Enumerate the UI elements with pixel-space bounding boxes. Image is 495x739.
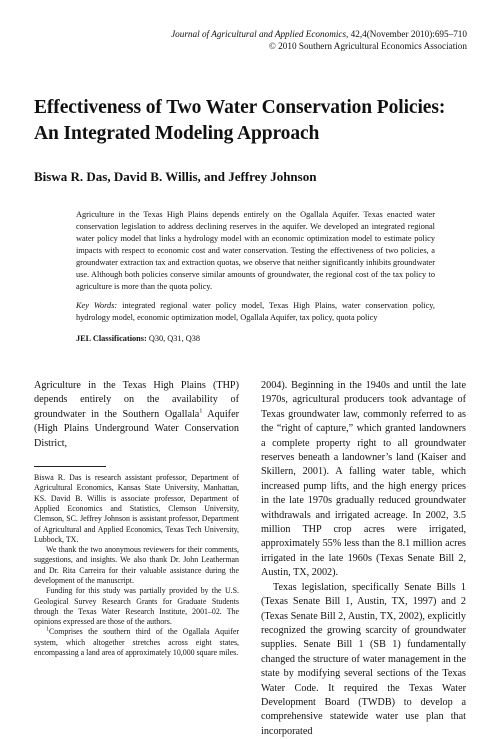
footnote-divider [34, 466, 106, 467]
journal-name: Journal of Agricultural and Applied Economics, [171, 29, 349, 39]
footnote-ref-1: 1 [199, 408, 203, 415]
footnote-thanks: We thank the two anonymous reviewers for their comments, suggestions, and insights. We also thank Dr. John Leatherman and Dr. Rita Carreira for their valuable assistance during the development of the manuscript. [34, 545, 239, 585]
abstract [76, 209, 435, 345]
intro-text-end: Aquifer (High Plains Underground Water Conservation District, [34, 408, 239, 449]
keywords-label: Key Words: [76, 301, 118, 310]
footnotes [34, 473, 239, 658]
paper-authors: Biswa R. Das, David B. Willis, and Jeffrey Johnson [34, 169, 317, 184]
abstract-text: Agriculture in the Texas High Plains depends entirely on the Ogallala Aquifer. Texas enacted water conservation legislation to address declining reserves in the aquifer. We developed an integrated regional water policy model that links a hydrology model with an economic optimization model to estimate policy impacts with respect to economic cost and water conservation. Testing the effectiveness of two policies, a groundwater extraction tax and extraction quotas, we observe that neither significantly inhibits groundwater use. Although both policies conserve similar amounts of groundwater, the regional cost of the tax policy to agriculture is more than the quota policy. [76, 210, 435, 291]
footnote-affiliations: Biswa R. Das is research assistant professor, Department of Agricultural Economics, Kansas State University, Manhattan, KS. David B. Willis is associate professor, Department of Applied Economics and Statistics, Clemson University, Clemson, SC. Jeffrey Johnson is assistant professor, Department of Agricultural and Applied Economics, Texas Tech University, Lubbock, TX. [34, 473, 239, 544]
journal-volume: 42,4(November 2010):695–710 [348, 29, 467, 39]
jel-classifications [76, 333, 435, 345]
footnote-1-text: Comprises the southern third of the Ogallala Aquifer system, which altogether stretches across eight states, encompassing a land area of approximately 10,000 square miles. [34, 627, 239, 658]
journal-header [107, 28, 467, 52]
body-paragraph-1: 2004). Beginning in the 1940s and until the late 1970s, agricultural producers took advantage of Texas groundwater law, commonly referred to as the “right of capture,” which granted landowners a complete property right to all groundwater reserves beneath a landowner’s land (Kaiser and Skillern, 2001). A falling water table, which increased pump lifts, and the high energy prices in the late 1970s gradually reduced groundwater withdrawals and irrigated acreage. In 2002, 3.5 million THP crop acres were irrigated, approximately 55% less than the 8.1 million acres irrigated in the late 1960s (Texas Senate Bill 2, Austin, TX, 2002). [261, 380, 466, 579]
footnote-1-marker: 1 [46, 626, 49, 633]
keywords-text: integrated regional water policy model, Texas High Plains, water conservation policy, hydrology model, economic optimization model, Ogallala Aquifer, tax policy, quota policy [76, 301, 435, 322]
right-column [261, 379, 466, 739]
journal-citation [107, 28, 467, 40]
body-paragraph-2: Texas legislation, specifically Senate Bills 1 (Texas Senate Bill 1, Austin, TX, 1997) and 2 (Texas Senate Bill 2, Austin, TX, 2002), explicitly recognized the growing scarcity of groundwater supplies. Senate Bill 1 (SB 1) fundamentally changed the structure of water management in the state by modifying several sections of the Texas Water Code. It required the Texas Water Development Board (TWDB) to develop a comprehensive statewide water use plan that incorporated [261, 581, 466, 737]
intro-paragraph [34, 379, 239, 451]
jel-codes: Q30, Q31, Q38 [146, 334, 201, 343]
paper-title: Effectiveness of Two Water Conservation Policies: An Integrated Modeling Approach [34, 97, 446, 144]
jel-label: JEL Classifications: [76, 334, 147, 343]
footnote-funding: Funding for this study was partially provided by the U.S. Geological Survey Research Grants for Graduate Students through the Texas Water Research Institute, 2001–02. The opinions expressed are those of the authors. [34, 586, 239, 627]
footnote-1 [34, 627, 239, 658]
left-column [34, 379, 239, 658]
intro-text-start: Agriculture in the Texas High Plains (THP) depends entirely on the availability of groundwater in the Southern Ogallala [34, 380, 239, 420]
copyright-line: © 2010 Southern Agricultural Economics Association [268, 41, 467, 51]
keywords [76, 300, 435, 324]
